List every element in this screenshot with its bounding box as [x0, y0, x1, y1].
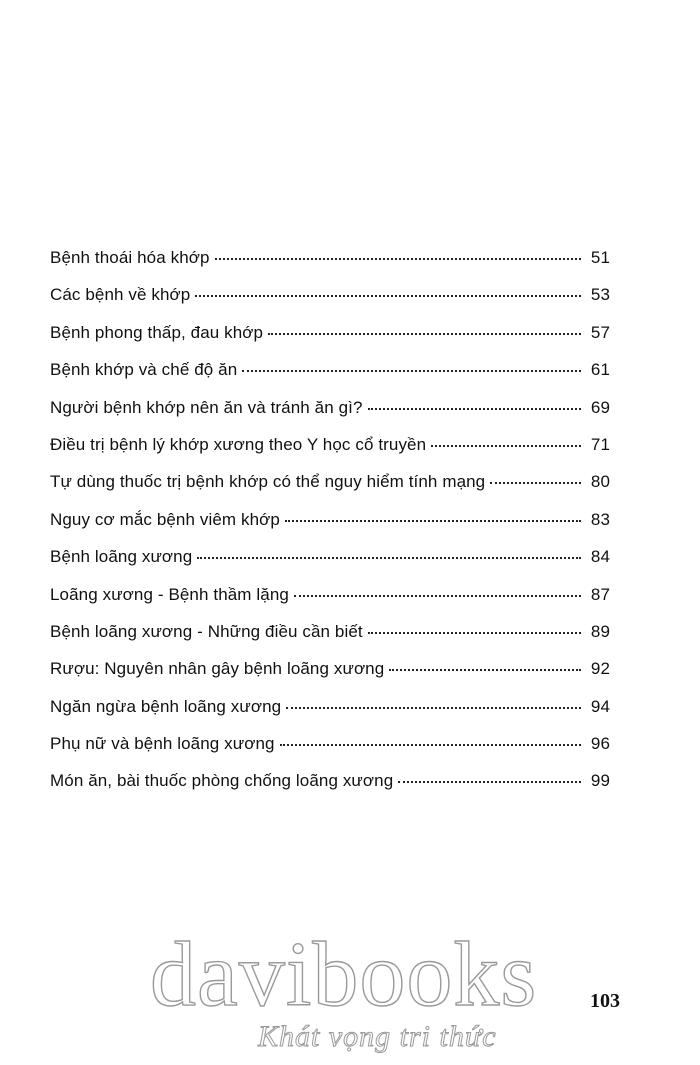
dot-leader: [242, 370, 581, 372]
toc-entry-title: Người bệnh khớp nên ăn và tránh ăn gì?: [50, 397, 363, 417]
toc-entry: [50, 771, 610, 808]
dot-leader: [431, 445, 581, 447]
toc-entry-title: Món ăn, bài thuốc phòng chống loãng xương: [50, 771, 394, 791]
toc-entry-title: Nguy cơ mắc bệnh viêm khớp: [50, 509, 280, 529]
dot-leader: [280, 744, 581, 746]
toc-entry-title: Điều trị bệnh lý khớp xương theo Y học cổ truyền: [50, 434, 427, 454]
toc-entry-title: Tự dùng thuốc trị bệnh khớp có thể nguy hiểm tính mạng: [50, 472, 486, 492]
dot-leader: [294, 595, 581, 597]
dot-leader: [389, 669, 581, 671]
toc-entry-title: Ngăn ngừa bệnh loãng xương: [50, 696, 282, 716]
toc-entry: [50, 435, 610, 472]
page-number: 103: [590, 990, 620, 1012]
toc-entry-title: Phụ nữ và bệnh loãng xương: [50, 734, 275, 754]
toc-entry: [50, 360, 610, 397]
toc-entry: [50, 398, 610, 435]
toc-entry-page: 99: [590, 771, 610, 791]
toc-entry-title: Bệnh loãng xương: [50, 547, 193, 567]
toc-entry: [50, 510, 610, 547]
toc-entry: [50, 585, 610, 622]
toc-entry-page: 94: [590, 696, 610, 716]
toc-entry-title: Bệnh khớp và chế độ ăn: [50, 360, 238, 380]
toc-entry: [50, 472, 610, 509]
toc-entry: [50, 622, 610, 659]
toc-entry-page: 87: [590, 584, 610, 604]
toc-entry-page: 71: [590, 434, 610, 454]
dot-leader: [197, 557, 581, 559]
toc-entry-page: 57: [590, 322, 610, 342]
dot-leader: [368, 408, 581, 410]
toc-entry-title: Bệnh phong thấp, đau khớp: [50, 322, 264, 342]
toc-entry: [50, 547, 610, 584]
toc-entry: [50, 697, 610, 734]
dot-leader: [285, 520, 581, 522]
dot-leader: [215, 258, 581, 260]
toc-entry-page: 80: [590, 472, 610, 492]
toc-entry-page: 69: [590, 397, 610, 417]
toc-entry: [50, 659, 610, 696]
dot-leader: [195, 295, 581, 297]
dot-leader: [368, 632, 581, 634]
dot-leader: [286, 707, 581, 709]
toc-entry-page: 96: [590, 734, 610, 754]
toc-entry: [50, 248, 610, 285]
toc-entry-page: 61: [590, 360, 610, 380]
watermark-tagline: Khát vọng tri thức: [258, 1020, 497, 1053]
dot-leader: [268, 333, 581, 335]
dot-leader: [398, 781, 581, 783]
toc-entry-title: Các bệnh về khớp: [50, 285, 191, 305]
toc-entry: [50, 734, 610, 771]
toc-entry: [50, 285, 610, 322]
dot-leader: [490, 482, 581, 484]
toc-entry-page: 83: [590, 509, 610, 529]
toc-entry: [50, 323, 610, 360]
toc-entry-title: Bệnh thoái hóa khớp: [50, 248, 210, 267]
toc-entry-title: Bệnh loãng xương - Những điều cần biết: [50, 621, 363, 641]
toc-entry-page: 92: [590, 659, 610, 679]
toc-entry-page: 51: [590, 248, 610, 267]
toc-entry-title: Loãng xương - Bệnh thầm lặng: [50, 584, 289, 604]
toc-entry-title: Rượu: Nguyên nhân gây bệnh loãng xương: [50, 659, 385, 679]
toc-entry-page: 84: [590, 547, 610, 567]
watermark-logo: davibooks: [150, 923, 538, 1025]
toc-entry-page: 89: [590, 621, 610, 641]
toc-entry-page: 53: [590, 285, 610, 305]
table-of-contents: [50, 248, 610, 809]
